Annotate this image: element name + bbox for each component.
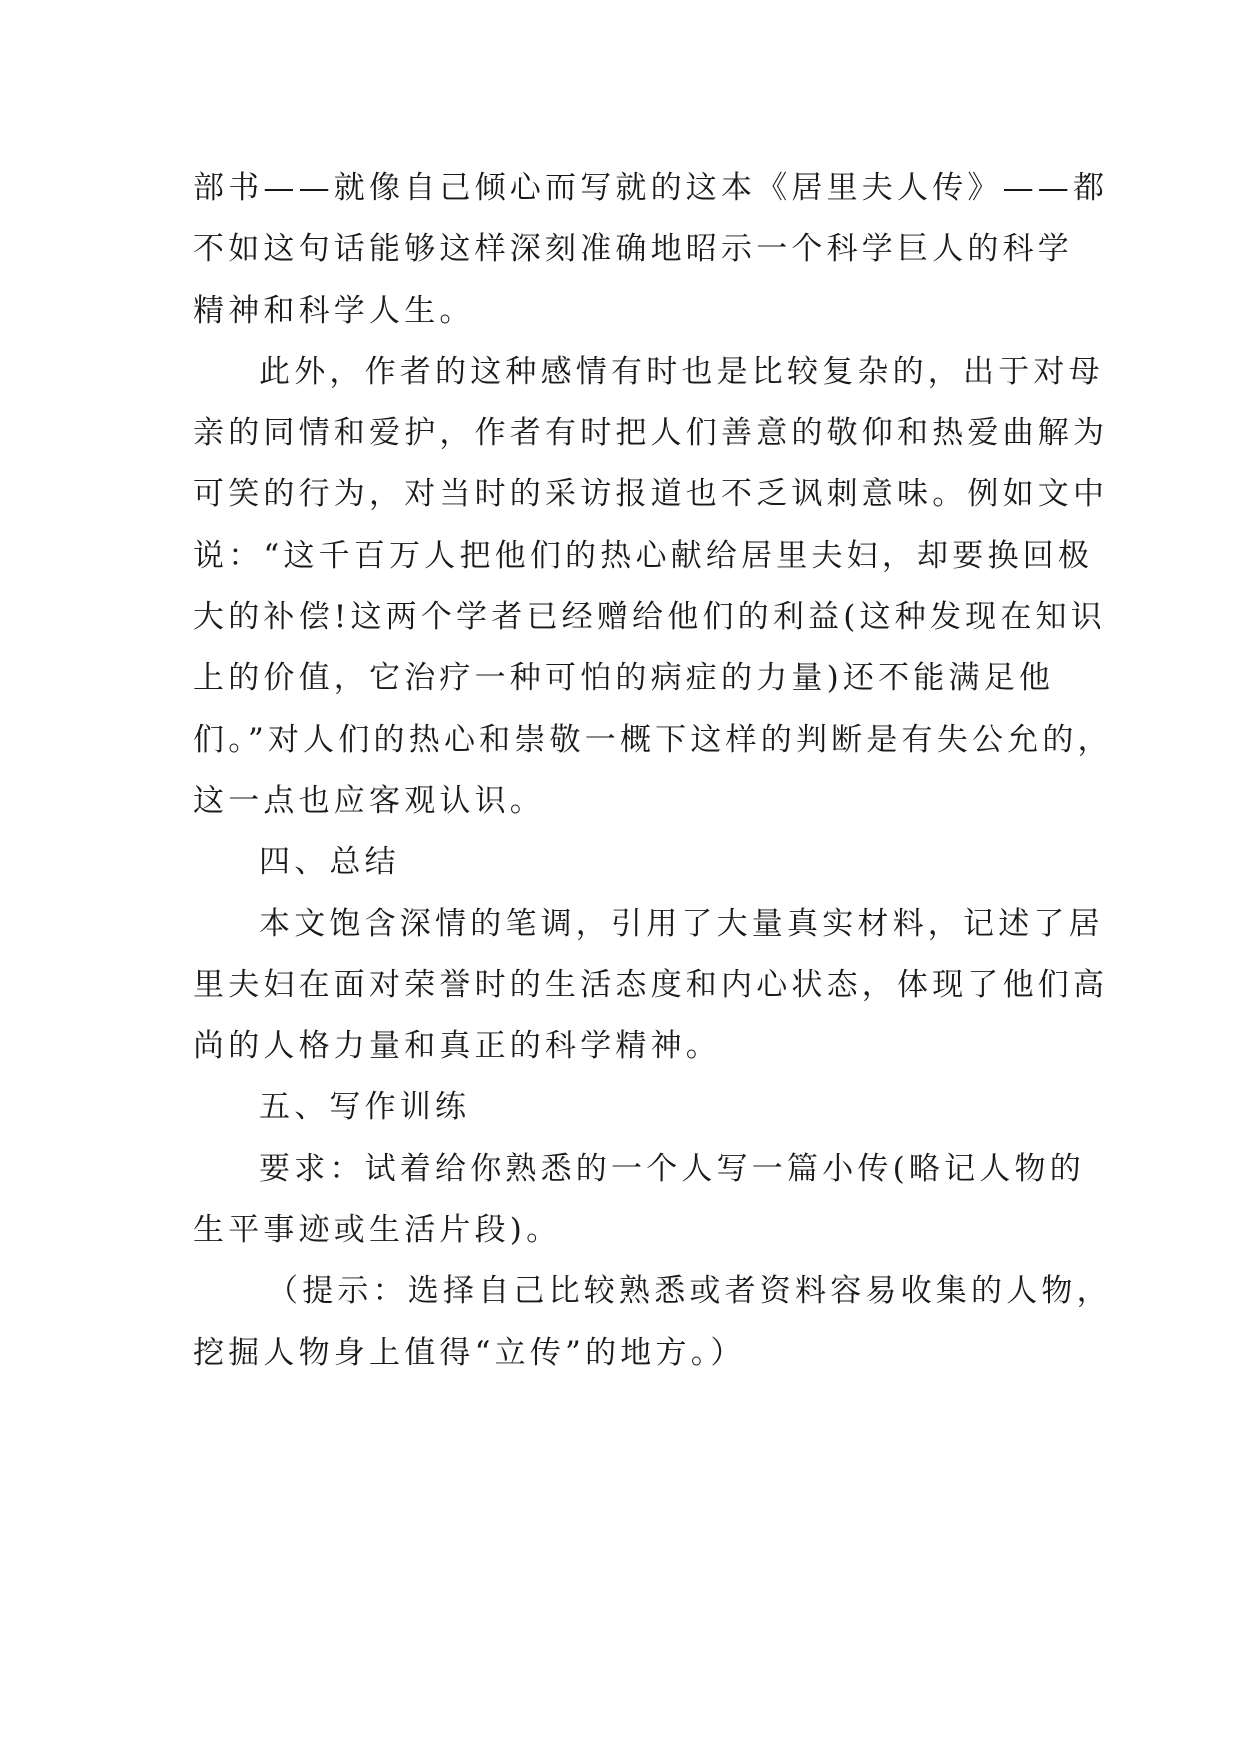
section-heading-writing-practice [193,1077,1073,1138]
heading-text: 五、写作训练 [259,1089,471,1126]
paragraph-hint [193,1261,1112,1384]
paragraph-requirement [193,1139,1085,1262]
text-line: 此外，作者的这种感情有时也是比较复杂的，出于对母 [259,353,1104,390]
text-line: （提示：选择自己比较熟悉或者资料容易收集的人物， [267,1273,1112,1310]
text-line: 大的补偿!这两个学者已经赠给他们的利益(这种发现在知识 [193,599,1106,636]
text-line: 里夫妇在面对荣誉时的生活态度和内心状态，体现了他们高 [193,966,1109,1003]
text-line: 说：“这千百万人把他们的热心献给居里夫妇，却要换回极 [193,537,1094,574]
text-line: 不如这句话能够这样深刻准确地昭示一个科学巨人的科学 [193,231,1073,268]
text-line: 们。”对人们的热心和崇敬一概下这样的判断是有失公允的， [193,721,1113,758]
text-line: 亲的同情和爱护，作者有时把人们善意的敬仰和热爱曲解为 [193,415,1109,452]
text-line: 生平事迹或生活片段)。 [193,1212,562,1249]
section-heading-summary [193,832,1073,893]
text-line: 精神和科学人生。 [193,292,475,329]
text-line: 要求：试着给你熟悉的一个人写一篇小传(略记人物的 [259,1150,1085,1187]
paragraph-continuation [193,158,1109,342]
document-body [193,158,1113,1384]
text-line: 可笑的行为，对当时的采访报道也不乏讽刺意味。例如文中 [193,476,1109,513]
text-line: 部书——就像自己倾心而写就的这本《居里夫人传》——都 [193,170,1109,206]
text-line: 本文饱含深情的笔调，引用了大量真实材料，记述了居 [259,905,1104,942]
text-line: 这一点也应客观认识。 [193,782,545,819]
text-line: 上的价值，它治疗一种可怕的病症的力量)还不能满足他 [193,660,1055,697]
text-line: 尚的人格力量和真正的科学精神。 [193,1028,721,1065]
heading-text: 四、总结 [259,844,400,881]
paragraph-author-emotion [193,342,1113,832]
text-line: 挖掘人物身上值得“立传”的地方。） [193,1334,746,1371]
paragraph-summary [193,894,1109,1078]
